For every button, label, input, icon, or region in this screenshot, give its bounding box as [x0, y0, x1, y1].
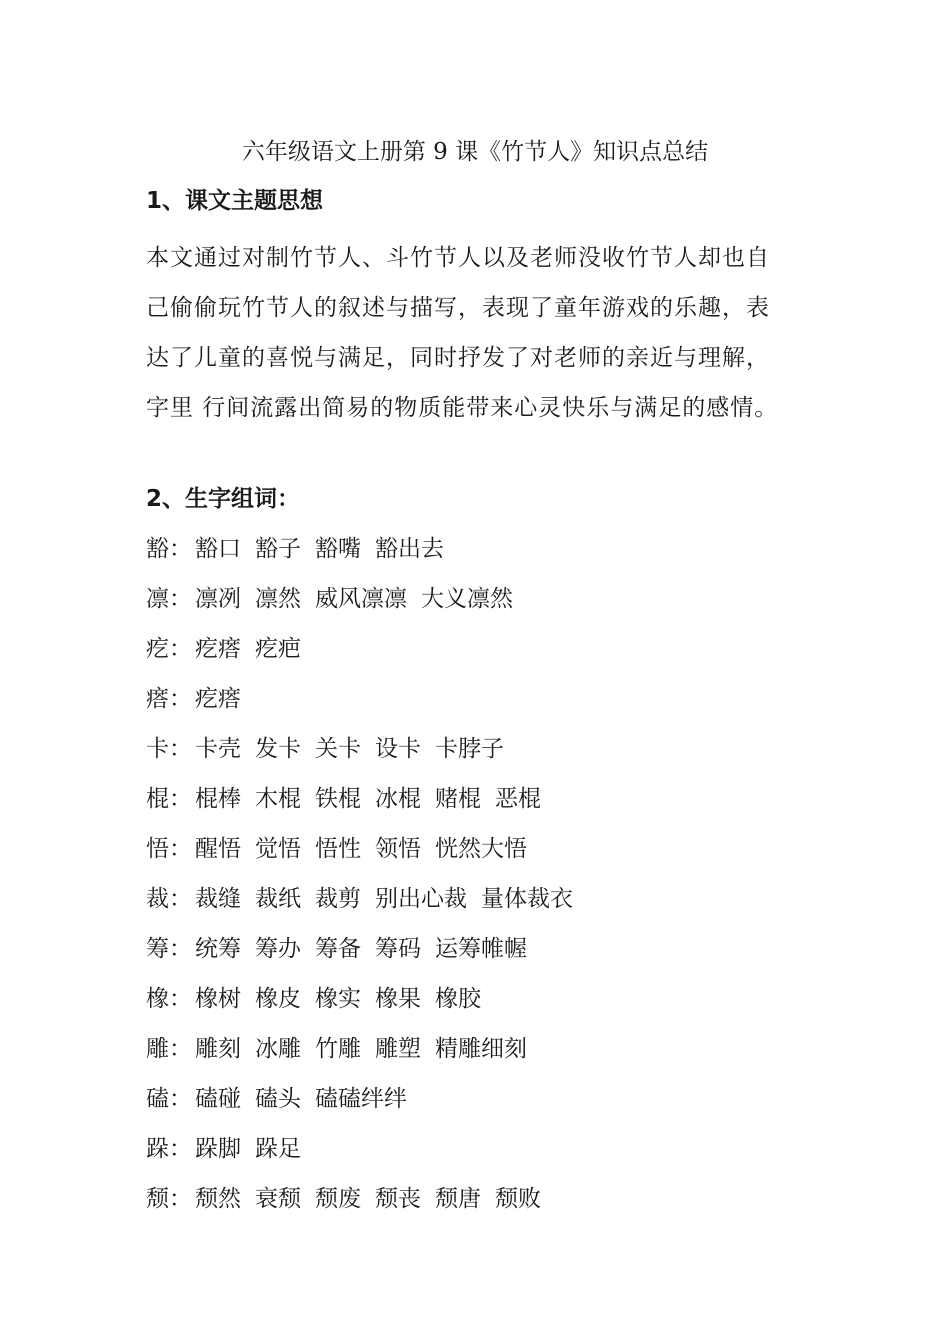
vocab-row: [146, 1181, 826, 1231]
section-heading-vocabulary: 2、生字组词：: [146, 486, 301, 512]
vocab-word: 量体裁衣: [481, 886, 573, 912]
vocab-word: 运筹帷幄: [435, 936, 527, 962]
vocab-word: 疙疤: [255, 636, 301, 662]
vocab-word: 别出心裁: [375, 886, 467, 912]
vocab-row: [146, 681, 826, 731]
paragraph-line: 本文通过对制竹节人、斗竹节人以及老师没收竹节人却也自: [146, 245, 770, 271]
paragraph-line: 己偷偷玩竹节人的叙述与描写，表现了童年游戏的乐趣，表: [146, 295, 770, 321]
vocab-colon: ：: [169, 936, 192, 962]
vocab-word: 颓败: [495, 1186, 541, 1212]
vocab-word: 豁子: [255, 536, 301, 562]
vocab-character: 卡: [146, 736, 169, 762]
vocab-character: 橡: [146, 986, 169, 1012]
vocab-row: [146, 631, 826, 681]
vocab-character: 疙: [146, 636, 169, 662]
vocab-word: 竹雕: [315, 1036, 361, 1062]
vocab-colon: ：: [169, 736, 192, 762]
vocab-word: 设卡: [375, 736, 421, 762]
vocab-word: 跺足: [255, 1136, 301, 1162]
vocab-colon: ：: [169, 536, 192, 562]
vocab-character: 磕: [146, 1086, 169, 1112]
vocab-word: 卡壳: [195, 736, 241, 762]
vocab-word: 疙瘩: [195, 636, 241, 662]
section-heading-theme: 1、课文主题思想: [146, 188, 324, 214]
vocab-colon: ：: [169, 636, 192, 662]
vocab-word: 觉悟: [255, 836, 301, 862]
vocab-word: 恍然大悟: [435, 836, 527, 862]
vocab-colon: ：: [169, 1186, 192, 1212]
vocab-word: 裁纸: [255, 886, 301, 912]
vocab-word: 筹备: [315, 936, 361, 962]
vocab-word: 疙瘩: [195, 686, 241, 712]
vocab-word: 铁棍: [315, 786, 361, 812]
vocab-word: 领悟: [375, 836, 421, 862]
vocab-row: [146, 531, 826, 581]
vocab-character: 筹: [146, 936, 169, 962]
vocab-word: 豁口: [195, 536, 241, 562]
vocab-word: 赌棍: [435, 786, 481, 812]
vocab-word: 橡实: [315, 986, 361, 1012]
vocab-word: 雕刻: [195, 1036, 241, 1062]
paragraph-line: 达了儿童的喜悦与满足，同时抒发了对老师的亲近与理解，: [146, 345, 770, 371]
vocab-word: 颓丧: [375, 1186, 421, 1212]
vocab-row: [146, 981, 826, 1031]
vocab-word: 裁剪: [315, 886, 361, 912]
vocab-word: 豁嘴: [315, 536, 361, 562]
vocab-word: 凛然: [255, 586, 301, 612]
vocab-word: 筹办: [255, 936, 301, 962]
vocab-colon: ：: [169, 686, 192, 712]
theme-paragraph: [146, 233, 814, 433]
vocab-row: [146, 731, 826, 781]
vocab-word: 悟性: [315, 836, 361, 862]
paragraph-line: 字里 行间流露出简易的物质能带来心灵快乐与满足的感情。: [146, 395, 779, 421]
vocab-word: 威风凛凛: [315, 586, 407, 612]
vocab-word: 橡胶: [435, 986, 481, 1012]
vocab-word: 冰棍: [375, 786, 421, 812]
vocab-word: 关卡: [315, 736, 361, 762]
vocab-word: 磕头: [255, 1086, 301, 1112]
vocab-word: 发卡: [255, 736, 301, 762]
vocab-colon: ：: [169, 836, 192, 862]
vocab-word: 豁出去: [375, 536, 444, 562]
vocab-row: [146, 881, 826, 931]
vocab-word: 磕磕绊绊: [315, 1086, 407, 1112]
vocab-word: 恶棍: [495, 786, 541, 812]
vocab-colon: ：: [169, 586, 192, 612]
vocabulary-list: [146, 531, 826, 1231]
vocab-character: 瘩: [146, 686, 169, 712]
vocab-word: 橡皮: [255, 986, 301, 1012]
vocab-colon: ：: [169, 886, 192, 912]
vocab-word: 木棍: [255, 786, 301, 812]
vocab-word: 筹码: [375, 936, 421, 962]
vocab-word: 雕塑: [375, 1036, 421, 1062]
vocab-word: 裁缝: [195, 886, 241, 912]
vocab-word: 橡树: [195, 986, 241, 1012]
vocab-word: 颓废: [315, 1186, 361, 1212]
vocab-word: 卡脖子: [435, 736, 504, 762]
vocab-row: [146, 1131, 826, 1181]
vocab-colon: ：: [169, 1136, 192, 1162]
vocab-word: 颓唐: [435, 1186, 481, 1212]
vocab-character: 棍: [146, 786, 169, 812]
vocab-word: 衰颓: [255, 1186, 301, 1212]
vocab-character: 悟: [146, 836, 169, 862]
vocab-row: [146, 1081, 826, 1131]
vocab-word: 统筹: [195, 936, 241, 962]
vocab-character: 凛: [146, 586, 169, 612]
vocab-word: 大义凛然: [421, 586, 513, 612]
vocab-character: 跺: [146, 1136, 169, 1162]
vocab-character: 豁: [146, 536, 169, 562]
vocab-character: 雕: [146, 1036, 169, 1062]
vocab-row: [146, 781, 826, 831]
vocab-row: [146, 831, 826, 881]
vocab-word: 凛冽: [195, 586, 241, 612]
vocab-word: 棍棒: [195, 786, 241, 812]
vocab-character: 裁: [146, 886, 169, 912]
vocab-row: [146, 1031, 826, 1081]
vocab-word: 跺脚: [195, 1136, 241, 1162]
vocab-colon: ：: [169, 1036, 192, 1062]
vocab-word: 磕碰: [195, 1086, 241, 1112]
document-title: 六年级语文上册第 9 课《竹节人》知识点总结: [241, 139, 709, 165]
vocab-word: 精雕细刻: [435, 1036, 527, 1062]
vocab-row: [146, 581, 826, 631]
vocab-word: 橡果: [375, 986, 421, 1012]
vocab-colon: ：: [169, 1086, 192, 1112]
vocab-character: 颓: [146, 1186, 169, 1212]
vocab-word: 冰雕: [255, 1036, 301, 1062]
vocab-colon: ：: [169, 786, 192, 812]
vocab-word: 颓然: [195, 1186, 241, 1212]
vocab-row: [146, 931, 826, 981]
vocab-colon: ：: [169, 986, 192, 1012]
vocab-word: 醒悟: [195, 836, 241, 862]
